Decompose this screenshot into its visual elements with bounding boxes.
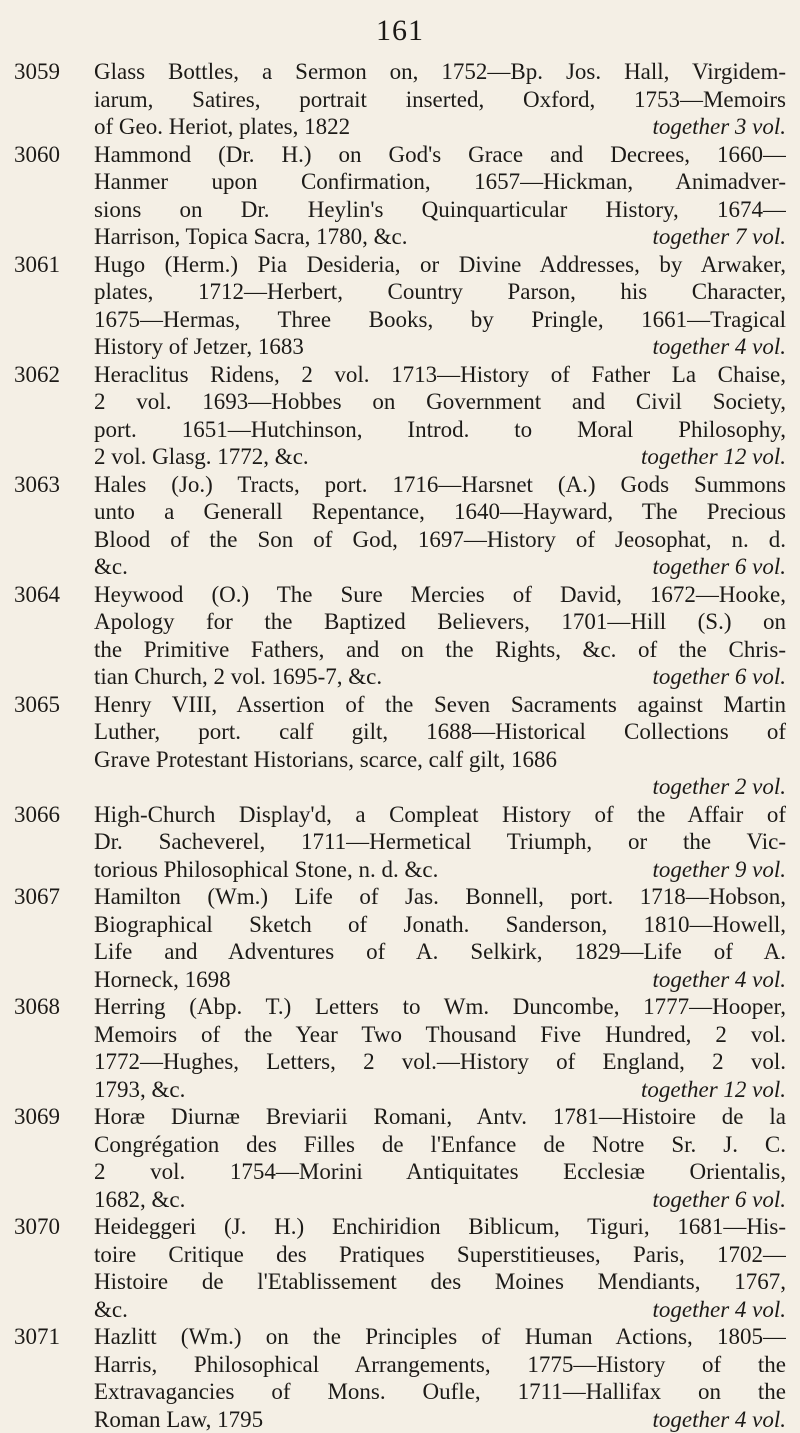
entry-line: Hales (Jo.) Tracts, port. 1716—Harsnet (A.) Gods Summons xyxy=(94,471,786,499)
entry-line xyxy=(94,966,786,994)
lot-number: 3066 xyxy=(14,801,90,829)
catalogue-entry xyxy=(14,1323,786,1433)
entry-line xyxy=(94,113,786,141)
catalogue-entry xyxy=(14,251,786,361)
lot-number: 3062 xyxy=(14,361,90,389)
entry-line-text: Grave Protestant Historians, scarce, calf gilt, 1686 xyxy=(94,747,557,772)
entry-line: Hamilton (Wm.) Life of Jas. Bonnell, port. 1718—Hobson, xyxy=(94,883,786,911)
entry-line-text: History of Jetzer, 1683 xyxy=(94,334,304,359)
catalogue-entry xyxy=(14,58,786,141)
lot-number: 3059 xyxy=(14,58,90,86)
entry-line: High-Church Display'd, a Compleat History of the Affair of xyxy=(94,801,786,829)
entry-line: Histoire de l'Etablissement des Moines Mendiants, 1767, xyxy=(94,1268,786,1296)
entry-line-text: Horneck, 1698 xyxy=(94,967,231,992)
lot-number: 3071 xyxy=(14,1323,90,1351)
entry-line xyxy=(94,856,786,884)
entry-line: Memoirs of the Year Two Thousand Five Hundred, 2 vol. xyxy=(94,1021,786,1049)
entry-line: the Primitive Fathers, and on the Rights, &c. of the Chris- xyxy=(94,636,786,664)
catalogue-entry xyxy=(14,581,786,691)
entry-line xyxy=(94,1296,786,1324)
lot-number: 3065 xyxy=(14,691,90,719)
entry-line: 2 vol. 1693—Hobbes on Government and Civil Society, xyxy=(94,388,786,416)
catalogue-entry xyxy=(14,691,786,801)
catalogue-entry xyxy=(14,361,786,471)
entry-line: Congrégation des Filles de l'Enfance de Notre Sr. J. C. xyxy=(94,1131,786,1159)
lot-number: 3070 xyxy=(14,1213,90,1241)
entry-line: Heraclitus Ridens, 2 vol. 1713—History of Father La Chaise, xyxy=(94,361,786,389)
entry-line: unto a Generall Repentance, 1640—Hayward, The Precious xyxy=(94,498,786,526)
volume-count: together 4 vol. xyxy=(653,333,787,361)
lot-number: 3063 xyxy=(14,471,90,499)
volume-count: together 3 vol. xyxy=(653,113,787,141)
entry-line xyxy=(94,1186,786,1214)
volume-count: together 6 vol. xyxy=(653,1186,787,1214)
catalogue-entry xyxy=(14,1213,786,1323)
entry-line: Luther, port. calf gilt, 1688—Historical Collections of xyxy=(94,718,786,746)
volume-count: together 12 vol. xyxy=(641,1076,786,1104)
entry-line: Hanmer upon Confirmation, 1657—Hickman, Animadver- xyxy=(94,168,786,196)
catalogue-entry xyxy=(14,883,786,993)
lot-number: 3067 xyxy=(14,883,90,911)
entry-line: Apology for the Baptized Believers, 1701—Hill (S.) on xyxy=(94,608,786,636)
entry-line: Heywood (O.) The Sure Mercies of David, 1672—Hooke, xyxy=(94,581,786,609)
entry-line-text: tian Church, 2 vol. 1695-7, &c. xyxy=(94,664,382,689)
volume-count: together 4 vol. xyxy=(653,966,787,994)
volume-count: together 4 vol. xyxy=(653,1406,787,1433)
catalogue-entry xyxy=(14,1103,786,1213)
entry-line xyxy=(94,223,786,251)
volume-count: together 6 vol. xyxy=(653,553,787,581)
entry-line: Heideggeri (J. H.) Enchiridion Biblicum, Tiguri, 1681—His- xyxy=(94,1213,786,1241)
entry-line: Blood of the Son of God, 1697—History of Jeosophat, n. d. xyxy=(94,526,786,554)
entry-line-text: Roman Law, 1795 xyxy=(94,1407,263,1432)
catalogue-entry xyxy=(14,993,786,1103)
entry-line xyxy=(94,663,786,691)
entry-line: Henry VIII, Assertion of the Seven Sacraments against Martin xyxy=(94,691,786,719)
entry-line-text: &c. xyxy=(94,1297,128,1322)
entry-line: Dr. Sacheverel, 1711—Hermetical Triumph, or the Vic- xyxy=(94,828,786,856)
volume-count: together 7 vol. xyxy=(653,223,787,251)
entry-line-text: Harrison, Topica Sacra, 1780, &c. xyxy=(94,224,408,249)
volume-count: together 9 vol. xyxy=(653,856,787,884)
volume-count: together 2 vol. xyxy=(653,774,787,799)
catalogue-entry xyxy=(14,141,786,251)
entry-line: Extravagancies of Mons. Oufle, 1711—Hallifax on the xyxy=(94,1378,786,1406)
entry-line: port. 1651—Hutchinson, Introd. to Moral Philosophy, xyxy=(94,416,786,444)
entry-line: sions on Dr. Heylin's Quinquarticular History, 1674— xyxy=(94,196,786,224)
entry-line: toire Critique des Pratiques Superstitieuses, Paris, 1702— xyxy=(94,1241,786,1269)
entry-line-text: 2 vol. Glasg. 1772, &c. xyxy=(94,444,309,469)
entry-line xyxy=(94,553,786,581)
entry-line-text: torious Philosophical Stone, n. d. &c. xyxy=(94,857,438,882)
entry-line: Horæ Diurnæ Breviarii Romani, Antv. 1781—Histoire de la xyxy=(94,1103,786,1131)
entry-line: Harris, Philosophical Arrangements, 1775—History of the xyxy=(94,1351,786,1379)
entry-line xyxy=(94,773,786,801)
entry-line xyxy=(94,746,786,774)
lot-number: 3064 xyxy=(14,581,90,609)
catalogue-entry xyxy=(14,471,786,581)
entry-line xyxy=(94,1406,786,1433)
entry-line: 1675—Hermas, Three Books, by Pringle, 1661—Tragical xyxy=(94,306,786,334)
entry-line: 2 vol. 1754—Morini Antiquitates Ecclesiæ Orientalis, xyxy=(94,1158,786,1186)
entry-line-text: &c. xyxy=(94,554,128,579)
lot-number: 3069 xyxy=(14,1103,90,1131)
entry-line: Life and Adventures of A. Selkirk, 1829—Life of A. xyxy=(94,938,786,966)
volume-count: together 12 vol. xyxy=(641,443,786,471)
entry-line: plates, 1712—Herbert, Country Parson, his Character, xyxy=(94,278,786,306)
lot-number: 3068 xyxy=(14,993,90,1021)
entry-line-text: of Geo. Heriot, plates, 1822 xyxy=(94,114,350,139)
catalogue-entry xyxy=(14,801,786,884)
volume-count: together 6 vol. xyxy=(653,663,787,691)
entry-line xyxy=(94,1076,786,1104)
entry-line: Hazlitt (Wm.) on the Principles of Human Actions, 1805— xyxy=(94,1323,786,1351)
entry-line: iarum, Satires, portrait inserted, Oxford, 1753—Memoirs xyxy=(94,86,786,114)
entry-line: Biographical Sketch of Jonath. Sanderson, 1810—Howell, xyxy=(94,911,786,939)
entry-line: 1772—Hughes, Letters, 2 vol.—History of England, 2 vol. xyxy=(94,1048,786,1076)
lot-number: 3060 xyxy=(14,141,90,169)
catalogue-entries xyxy=(14,58,786,1433)
entry-line-text: 1682, &c. xyxy=(94,1187,185,1212)
entry-line: Hammond (Dr. H.) on God's Grace and Decrees, 1660— xyxy=(94,141,786,169)
entry-line: Herring (Abp. T.) Letters to Wm. Duncombe, 1777—Hooper, xyxy=(94,993,786,1021)
entry-line: Glass Bottles, a Sermon on, 1752—Bp. Jos. Hall, Virgidem- xyxy=(94,58,786,86)
entry-line xyxy=(94,443,786,471)
lot-number: 3061 xyxy=(14,251,90,279)
entry-line: Hugo (Herm.) Pia Desideria, or Divine Addresses, by Arwaker, xyxy=(94,251,786,279)
page-number: 161 xyxy=(0,14,800,48)
volume-count: together 4 vol. xyxy=(653,1296,787,1324)
entry-line-text: 1793, &c. xyxy=(94,1077,185,1102)
entry-line xyxy=(94,333,786,361)
